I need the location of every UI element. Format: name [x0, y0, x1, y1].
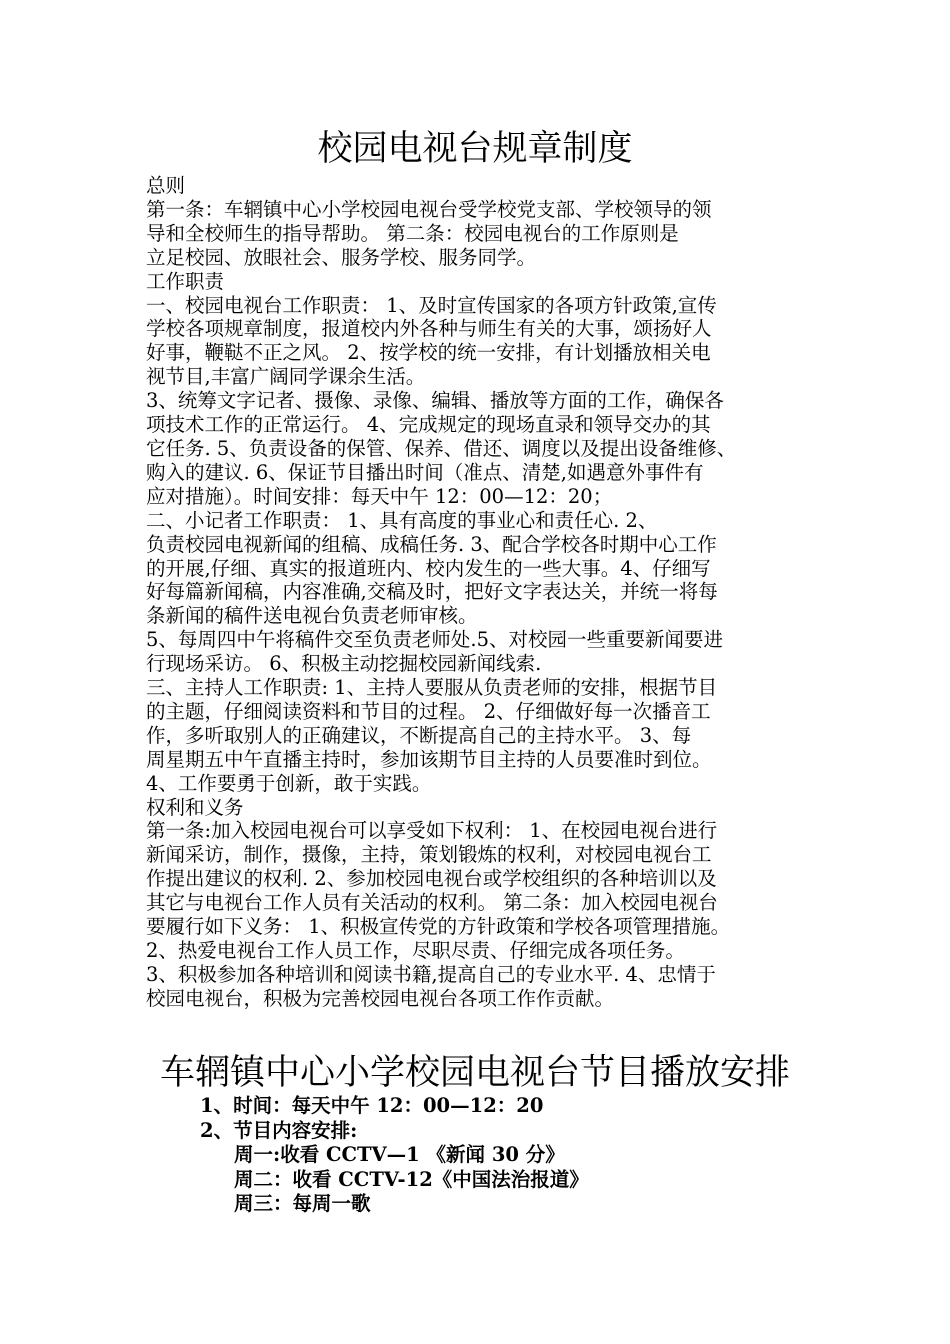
text-line: 5、每周四中午将稿件交至负责老师处.5、对校园一些重要新闻要进 [146, 628, 724, 652]
schedule-section [0, 1094, 950, 1217]
text-line: 的主题，仔细阅读资料和节目的过程。 2、仔细做好每一次播音工 [146, 699, 711, 723]
text-line: 三、主持人工作职责: 1、主持人要服从负责老师的安排，根据节目 [146, 676, 718, 700]
text-line: 立足校园、放眼社会、服务学校、服务同学。 [146, 245, 537, 269]
text-line: 学校各项规章制度，报道校内外各种与师生有关的大事，颂扬好人 [146, 317, 712, 341]
text-line: 应对措施）。时间安排：每天中午 12：00—12：20； [146, 484, 613, 508]
text-line: 它任务. 5、负责设备的保管、保养、借还、调度以及提出设备维修、 [146, 436, 737, 460]
text-line: 校园电视台，积极为完善校园电视台各项工作作贡献。 [146, 986, 615, 1010]
text-line: 权利和义务 [146, 795, 244, 819]
page-title: 校园电视台规章制度 [317, 129, 633, 169]
text-line: 第一条:加入校园电视台可以享受如下权利： 1、在校园电视台进行 [146, 819, 718, 843]
text-line: 好每篇新闻稿，内容准确,交稿及时，把好文字表达关，并统一将每 [146, 580, 718, 604]
text-line: 要履行如下义务： 1、积极宣传党的方针政策和学校各项管理措施。 [146, 915, 731, 939]
text-line: 负责校园电视新闻的组稿、成稿任务. 3、配合学校各时期中心工作 [146, 532, 717, 556]
schedule-day-item: 周三：每周一歌 [234, 1192, 371, 1215]
text-line: 购入的建议. 6、保证节目播出时间（准点、清楚,如遇意外事件有 [146, 460, 704, 484]
text-line: 3、积极参加各种培训和阅读书籍,提高自己的专业水平. 4、忠情于 [146, 962, 716, 986]
text-line: 好事，鞭鞑不正之风。 2、按学校的统一安排，有计划播放相关电 [146, 341, 711, 365]
text-line: 总则 [146, 174, 186, 197]
text-line: 视节目,丰富广阔同学课余生活。 [146, 365, 426, 389]
text-line: 其它与电视台工作人员有关活动的权利。 第二条：加入校园电视台 [146, 891, 718, 915]
text-line: 4、工作要勇于创新，敢于实践。 [146, 771, 432, 795]
text-line: 行现场采访。 6、积极主动挖掘校园新闻线索. [146, 652, 542, 676]
schedule-day-item: 周一:收看 CCTV—1 《新闻 30 分》 [234, 1143, 565, 1166]
text-line: 作提出建议的权利. 2、参加校园电视台或学校组织的各种培训以及 [146, 867, 717, 891]
schedule-content-heading: 2、节目内容安排: [200, 1118, 358, 1142]
text-line: 项技术工作的正常运行。 4、完成规定的现场直录和领导交办的其 [146, 413, 711, 437]
schedule-day-item: 周二：收看 CCTV-12《中国法治报道》 [234, 1167, 589, 1191]
text-line: 一、校园电视台工作职责： 1、及时宣传国家的各项方针政策,宣传 [146, 293, 717, 317]
document-body [146, 174, 826, 1011]
schedule-title: 车辋镇中心小学校园电视台节目播放安排 [159, 1053, 790, 1093]
text-line: 条新闻的稿件送电视台负责老师审核。 [146, 604, 478, 628]
text-line: 二、小记者工作职责： 1、具有高度的事业心和责任心. 2、 [146, 508, 658, 532]
text-line: 第一条：车辋镇中心小学校园电视台受学校党支部、学校领导的领 [146, 197, 712, 221]
text-line: 作，多听取别人的正确建议，不断提高自己的主持水平。 3、每 [146, 723, 692, 747]
text-line: 工作职责 [146, 269, 225, 293]
text-line: 周星期五中午直播主持时，参加该期节目主持的人员要准时到位。 [146, 747, 712, 771]
text-line: 2、热爱电视台工作人员工作，尽职尽责、仔细完成各项任务。 [146, 939, 685, 962]
text-line: 导和全校师生的指导帮助。 第二条：校园电视台的工作原则是 [146, 221, 679, 245]
text-line: 新闻采访，制作，摄像，主持，策划锻炼的权利，对校园电视台工 [146, 843, 712, 867]
text-line: 的开展,仔细、真实的报道班内、校内发生的一些大事。4、仔细写 [146, 556, 711, 580]
text-line: 3、统筹文字记者、摄像、录像、编辑、播放等方面的工作，确保各 [146, 389, 724, 413]
schedule-time-line: 1、时间：每天中午 12：00—12：20 [200, 1094, 544, 1117]
